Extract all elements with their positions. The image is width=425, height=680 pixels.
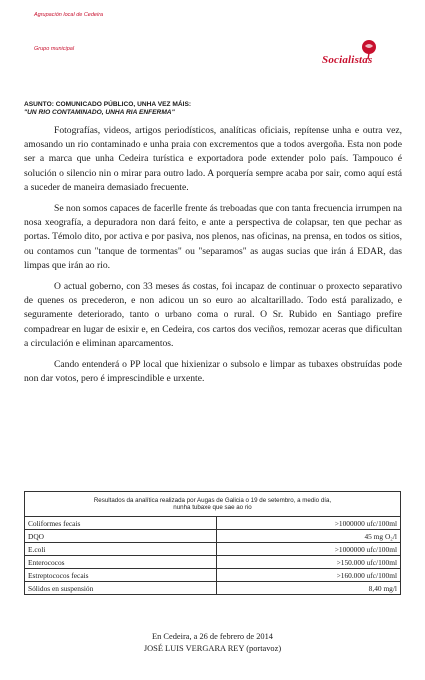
paragraph: Cando entenderá o PP local que hixienizar o subsolo e limpar as tubaxes obstruídas pode non dar votos, pero é imprescindible e urxente. bbox=[24, 359, 402, 385]
subject-line: ASUNTO: COMUNICADO PÚBLICO, UNHA VEZ MÁIS: bbox=[24, 101, 192, 108]
parameter-name: DQO bbox=[25, 530, 217, 543]
table-row bbox=[25, 543, 401, 556]
table-row bbox=[25, 517, 401, 530]
table-header-row bbox=[25, 492, 401, 517]
table-row bbox=[25, 569, 401, 582]
parameter-value: >150.000 ufc/100ml bbox=[217, 556, 401, 569]
paragraph: Se non somos capaces de facerlle frente ás treboadas que con tanta frecuencia irrumpen na nosa xeografía, a depuradora non dará feito, e ante a perspectiva de colapsar, ten que pechar as portas. Témolo dito, por activa e por pasiva, nos plenos, nas oficinas, na prensa, en todos os sitios, ou contamos cun "tanque de tormentas" ou "separamos" as augas sucias que irán á EDAR, das limpas que irán ao rio. bbox=[24, 203, 402, 271]
parameter-value: >1000000 ufc/100ml bbox=[217, 517, 401, 530]
letter-body bbox=[24, 124, 402, 393]
parameter-name: Coliformes fecais bbox=[25, 517, 217, 530]
place-date: En Cedeira, a 26 de febrero de 2014 bbox=[152, 632, 273, 641]
parameter-name: Sólidos en suspensión bbox=[25, 582, 217, 595]
parameter-value: >160.000 ufc/100ml bbox=[217, 569, 401, 582]
table-caption bbox=[25, 492, 401, 517]
organization-name: Agrupación local de Cedeira bbox=[34, 12, 104, 18]
paragraph: Fotografías, videos, artigos periodísticos, analíticas oficiais, repítense unha e outra vez, amosando un rio contaminado e unha praia con excrementos que a todos avergoña. Esta non pode ser a marca que unha Cedeira turística e exportadora pode extender polo país. Tampouco é solución o silencio nin o mirar para outro lado. A porquería sempre acaba por sair, como aquí está a suceder de maneira demasiado frecuente. bbox=[24, 125, 402, 193]
group-name: Grupo municipal bbox=[34, 46, 75, 52]
results-table bbox=[24, 491, 401, 595]
subject-title: "UN RIO CONTAMINADO, UNHA RIA ENFERMA" bbox=[24, 109, 175, 116]
paragraph: O actual goberno, con 33 meses ás costas, foi incapaz de continuar o proxecto separativo de quenes os precederon, e non adicou un so euro ao alcaltarillado. Todo está paralizado, e seguramente deteriorado, tanto o urbano coma o rural. O Sr. Rubido en Santiago prefire compadrear en lugar de esixir e, en Cedeira, cos cartos dos veciños, remozar aceras que dificultan a circulación e eliminan aparcamentos. bbox=[24, 281, 402, 349]
table-caption-line: nunha tubaxe que sae ao rio bbox=[173, 504, 252, 511]
parameter-name: Estreptococos fecais bbox=[25, 569, 217, 582]
party-logo bbox=[322, 38, 390, 74]
signature: JOSÉ LUIS VERGARA REY (portavoz) bbox=[143, 644, 282, 653]
table-row bbox=[25, 556, 401, 569]
parameter-value: 45 mg O₂/l bbox=[217, 530, 401, 543]
parameter-value: 8,40 mg/l bbox=[217, 582, 401, 595]
parameter-name: Enterococos bbox=[25, 556, 217, 569]
table-row bbox=[25, 530, 401, 543]
table-caption-line: Resultados da analítica realizada por Augas de Galicia o 19 de setembro, a medio día, bbox=[93, 497, 332, 504]
logo-text: Socialistas bbox=[322, 54, 373, 66]
parameter-value: >1000000 ufc/100ml bbox=[217, 543, 401, 556]
subject-block bbox=[24, 101, 404, 117]
parameter-name: E.coli bbox=[25, 543, 217, 556]
table-row bbox=[25, 582, 401, 595]
